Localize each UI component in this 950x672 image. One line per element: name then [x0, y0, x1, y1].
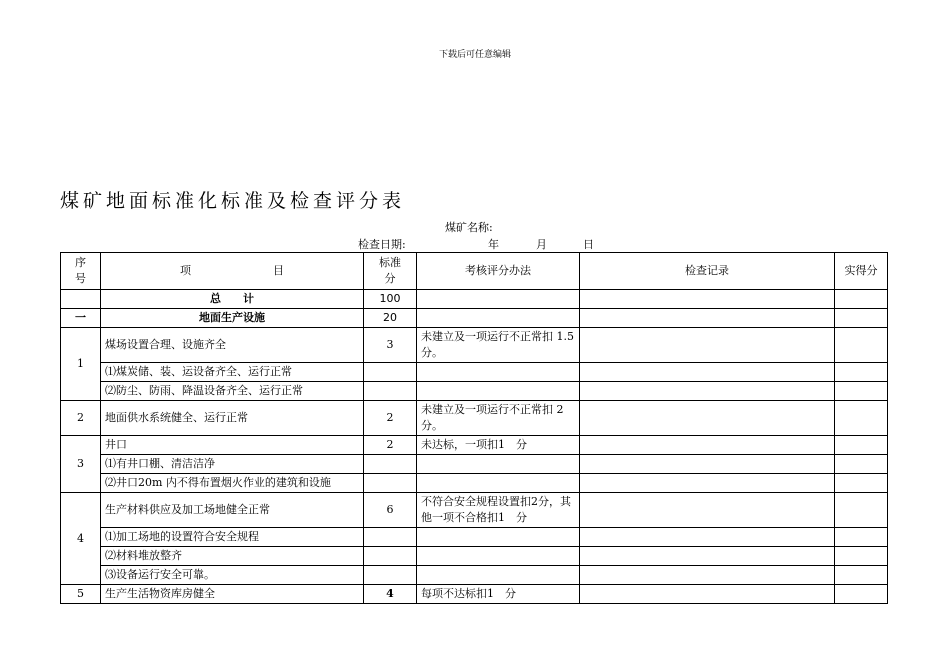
- row-sub-item: ⑵材料堆放整齐: [101, 547, 364, 566]
- row-sub-item: ⑵井口20m 内不得布置烟火作业的建筑和设施: [101, 474, 364, 493]
- header-actual: 实得分: [835, 253, 888, 290]
- section-row: [61, 309, 888, 328]
- cell-actual[interactable]: [835, 328, 888, 363]
- cell-method: [417, 474, 580, 493]
- cell-record[interactable]: [580, 401, 835, 436]
- row-sub-item: ⑴加工场地的设置符合安全规程: [101, 528, 364, 547]
- cell-record[interactable]: [580, 566, 835, 585]
- row-item: 生产材料供应及加工场地健全正常: [101, 493, 364, 528]
- row-sub-item: ⑶设备运行安全可靠。: [101, 566, 364, 585]
- cell-actual[interactable]: [835, 585, 888, 604]
- row-method: 未建立及一项运行不正常扣 1.5 分。: [417, 328, 580, 363]
- cell-actual[interactable]: [835, 566, 888, 585]
- cell-record[interactable]: [580, 436, 835, 455]
- cell-method: [417, 309, 580, 328]
- row-item: 井口: [101, 436, 364, 455]
- table-row: [61, 436, 888, 455]
- table-row: [61, 493, 888, 528]
- year-label: 年: [488, 238, 499, 251]
- cell-record[interactable]: [580, 290, 835, 309]
- cell-score: [364, 474, 417, 493]
- table-row: [61, 528, 888, 547]
- header-score: 标准 分: [364, 253, 417, 290]
- table-row: [61, 328, 888, 363]
- cell-score: [364, 455, 417, 474]
- row-item: 煤场设置合理、设施齐全: [101, 328, 364, 363]
- header-item-left: 项: [180, 264, 191, 277]
- cell-actual[interactable]: [835, 528, 888, 547]
- month-label: 月: [536, 238, 547, 251]
- row-score: 4: [364, 585, 417, 604]
- cell-actual[interactable]: [835, 401, 888, 436]
- cell-method: [417, 566, 580, 585]
- row-score: 2: [364, 401, 417, 436]
- header-item-right: 目: [273, 264, 284, 277]
- row-seq: 4: [61, 493, 101, 585]
- total-label: 总 计: [101, 290, 364, 309]
- header-item: [101, 253, 364, 290]
- table-row: [61, 547, 888, 566]
- inspection-date-label: 检查日期:: [358, 238, 406, 251]
- cell-method: [417, 382, 580, 401]
- cell-actual[interactable]: [835, 436, 888, 455]
- cell-record[interactable]: [580, 474, 835, 493]
- section-score: 20: [364, 309, 417, 328]
- table-row: [61, 474, 888, 493]
- cell-empty: [61, 290, 101, 309]
- header-seq: 序 号: [61, 253, 101, 290]
- table-row: [61, 363, 888, 382]
- day-label: 日: [583, 238, 594, 251]
- cell-actual[interactable]: [835, 309, 888, 328]
- row-method: 不符合安全规程设置扣2分，其他一项不合格扣1 分: [417, 493, 580, 528]
- cell-actual[interactable]: [835, 493, 888, 528]
- row-sub-item: ⑴煤炭储、装、运设备齐全、运行正常: [101, 363, 364, 382]
- row-seq: 3: [61, 436, 101, 493]
- cell-score: [364, 363, 417, 382]
- total-row: [61, 290, 888, 309]
- row-score: 3: [364, 328, 417, 363]
- cell-record[interactable]: [580, 455, 835, 474]
- score-table: [60, 252, 888, 604]
- cell-actual[interactable]: [835, 455, 888, 474]
- row-item: 地面供水系统健全、运行正常: [101, 401, 364, 436]
- row-score: 6: [364, 493, 417, 528]
- cell-record[interactable]: [580, 328, 835, 363]
- total-score: 100: [364, 290, 417, 309]
- cell-record[interactable]: [580, 493, 835, 528]
- cell-record[interactable]: [580, 547, 835, 566]
- row-seq: 2: [61, 401, 101, 436]
- cell-actual[interactable]: [835, 363, 888, 382]
- cell-actual[interactable]: [835, 290, 888, 309]
- cell-score: [364, 566, 417, 585]
- header-method: 考核评分办法: [417, 253, 580, 290]
- row-seq: 1: [61, 328, 101, 401]
- cell-method: [417, 547, 580, 566]
- cell-method: [417, 363, 580, 382]
- cell-method: [417, 455, 580, 474]
- row-seq: 5: [61, 585, 101, 604]
- cell-actual[interactable]: [835, 382, 888, 401]
- cell-record[interactable]: [580, 585, 835, 604]
- row-sub-item: ⑴有井口棚、清洁洁净: [101, 455, 364, 474]
- row-method: 每项不达标扣1 分: [417, 585, 580, 604]
- row-score: 2: [364, 436, 417, 455]
- table-row: [61, 382, 888, 401]
- table-row: [61, 585, 888, 604]
- row-method: 未达标，一项扣1 分: [417, 436, 580, 455]
- cell-actual[interactable]: [835, 474, 888, 493]
- cell-record[interactable]: [580, 382, 835, 401]
- document-title: 煤矿地面标准化标准及检查评分表: [60, 190, 406, 212]
- cell-score: [364, 528, 417, 547]
- header-note: 下载后可任意编辑: [438, 50, 511, 60]
- table-row: [61, 566, 888, 585]
- cell-record[interactable]: [580, 363, 835, 382]
- row-item: 生产生活物资库房健全: [101, 585, 364, 604]
- cell-record[interactable]: [580, 309, 835, 328]
- cell-method: [417, 528, 580, 547]
- cell-score: [364, 547, 417, 566]
- mine-name-label: 煤矿名称:: [445, 221, 493, 234]
- table-row: [61, 455, 888, 474]
- cell-record[interactable]: [580, 528, 835, 547]
- table-header-row: [61, 253, 888, 290]
- row-sub-item: ⑵防尘、防雨、降温设备齐全、运行正常: [101, 382, 364, 401]
- cell-method: [417, 290, 580, 309]
- section-seq: 一: [61, 309, 101, 328]
- section-label: 地面生产设施: [101, 309, 364, 328]
- cell-actual[interactable]: [835, 547, 888, 566]
- table-row: [61, 401, 888, 436]
- header-record: 检查记录: [580, 253, 835, 290]
- cell-score: [364, 382, 417, 401]
- row-method: 未建立及一项运行不正常扣 2 分。: [417, 401, 580, 436]
